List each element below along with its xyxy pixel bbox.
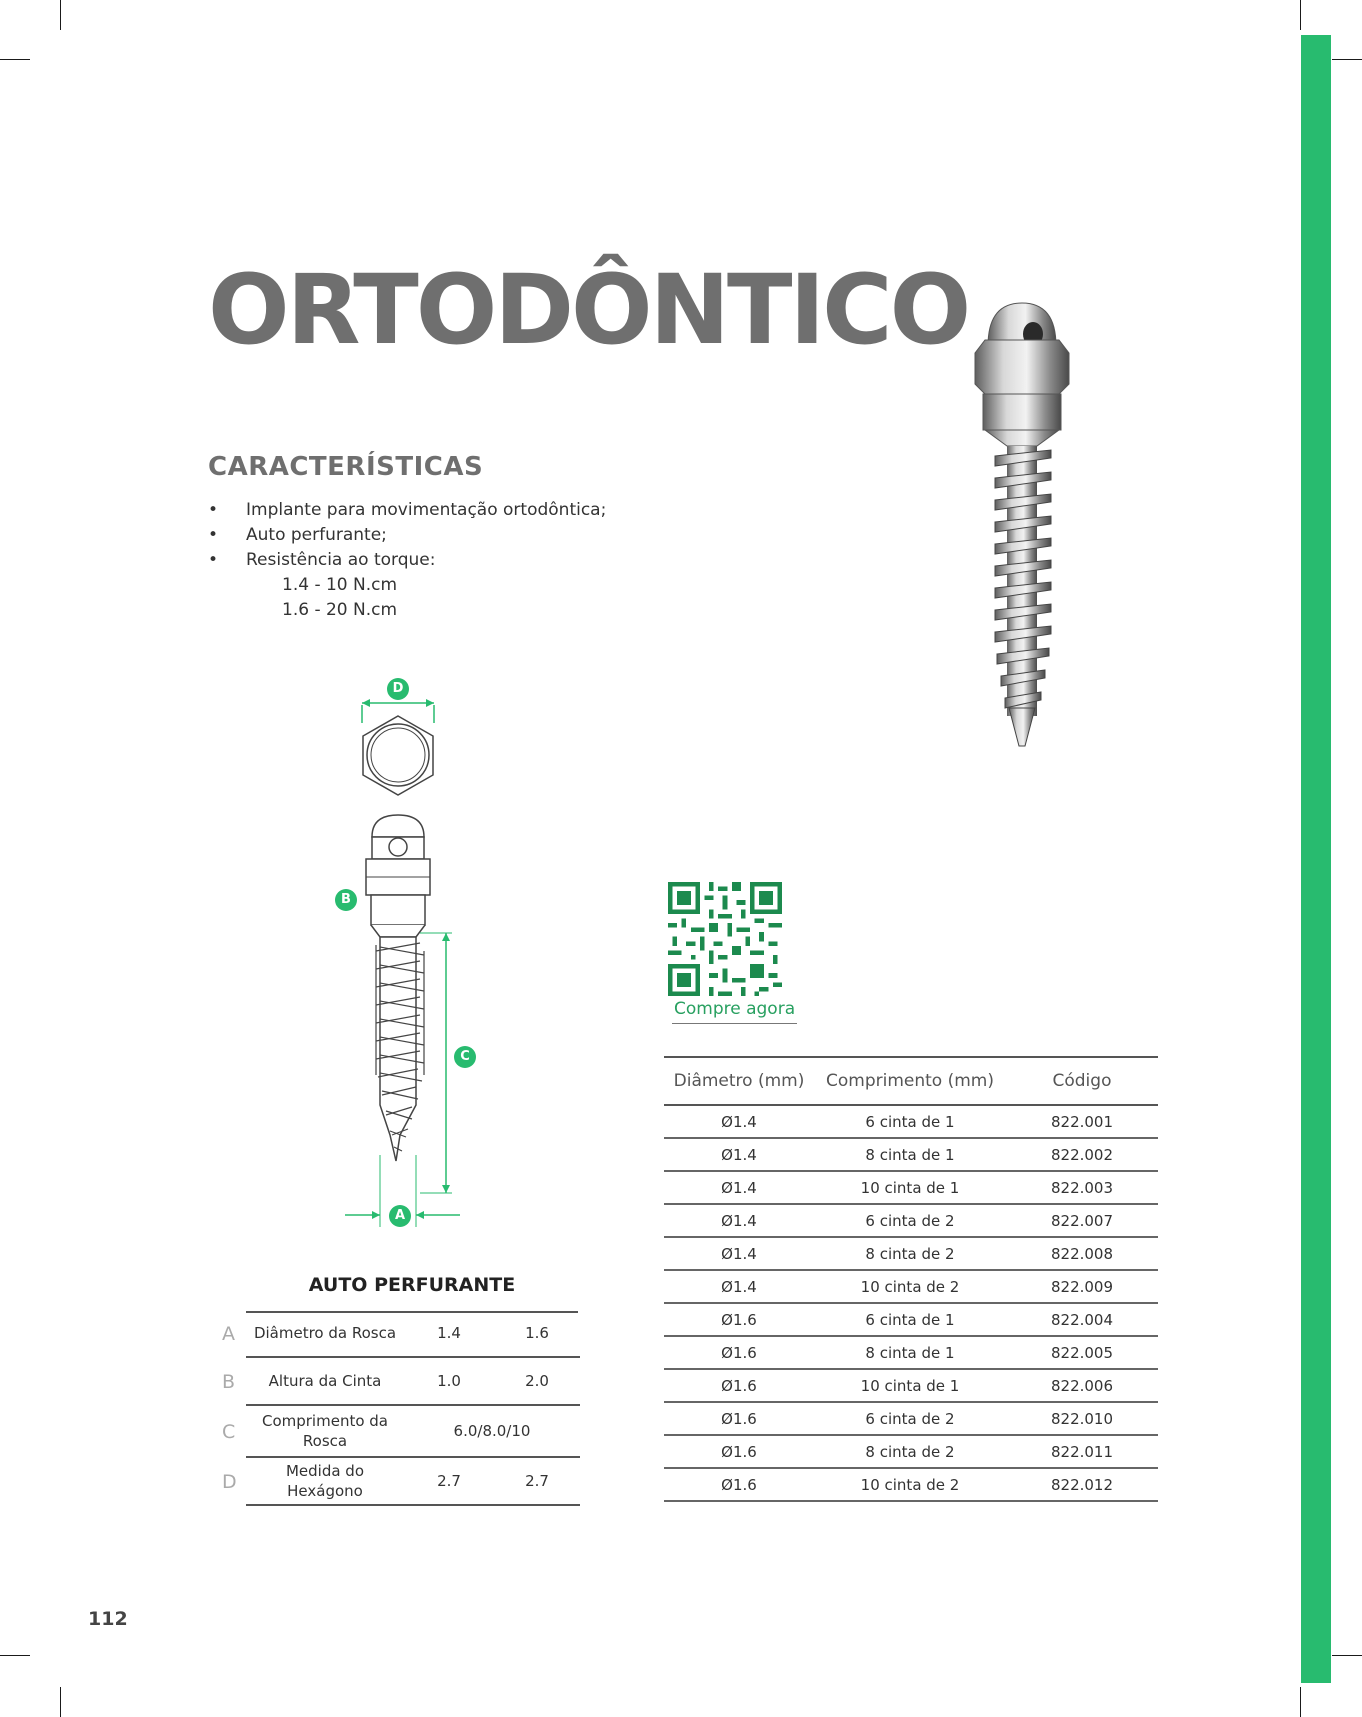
column-header-length: Comprimento (mm)	[826, 1071, 994, 1091]
spec-value: 1.0	[437, 1372, 461, 1390]
diameter-cell: Ø1.4	[721, 1244, 757, 1263]
spec-name: Diâmetro da Rosca	[253, 1324, 397, 1342]
code-cell: 822.008	[1050, 1244, 1114, 1263]
table-row	[664, 1139, 1158, 1172]
orthodontic-screw-image	[955, 298, 1105, 753]
spec-value: 2.7	[525, 1472, 549, 1490]
crop-mark	[0, 59, 30, 60]
table-row	[664, 1403, 1158, 1436]
spec-row	[210, 1458, 580, 1506]
length-cell: 6 cinta de 1	[865, 1310, 955, 1329]
feature-item: • Auto perfurante;	[208, 523, 628, 548]
page-title: ORTODÔNTICO	[208, 254, 969, 366]
torque-value: 1.4 - 10 N.cm	[282, 575, 398, 595]
crop-mark	[1332, 1655, 1362, 1656]
spec-value: 1.4	[437, 1324, 461, 1342]
code-cell: 822.004	[1050, 1310, 1114, 1329]
dimension-badge-a: A	[389, 1205, 411, 1227]
spec-value: 2.0	[525, 1372, 549, 1390]
code-cell: 822.001	[1050, 1112, 1114, 1131]
spec-name-line: Comprimento da	[261, 1412, 388, 1430]
column-header-diameter: Diâmetro (mm)	[673, 1071, 805, 1091]
spec-cells	[246, 1310, 580, 1358]
length-cell: 8 cinta de 1	[865, 1145, 955, 1164]
length-cell: 8 cinta de 1	[865, 1343, 955, 1362]
product-codes-table	[664, 1056, 1158, 1502]
spec-table-heading: AUTO PERFURANTE	[308, 1274, 516, 1296]
spec-name-line: Rosca	[302, 1432, 348, 1450]
table-row	[664, 1370, 1158, 1403]
length-cell: 6 cinta de 1	[865, 1112, 955, 1131]
dimension-badge-d: D	[387, 678, 409, 700]
code-cell: 822.011	[1050, 1442, 1114, 1461]
diameter-cell: Ø1.6	[721, 1409, 757, 1428]
crop-mark	[1300, 1687, 1301, 1717]
table-row	[664, 1304, 1158, 1337]
table-row	[664, 1205, 1158, 1238]
spec-cells	[246, 1458, 580, 1506]
buy-now-link[interactable]: Compre agora	[672, 999, 797, 1024]
code-cell: 822.010	[1050, 1409, 1114, 1428]
code-cell: 822.009	[1050, 1277, 1114, 1296]
code-cell: 822.005	[1050, 1343, 1114, 1362]
spec-letter: C	[222, 1421, 236, 1443]
features-list	[208, 498, 628, 623]
column-header-code: Código	[1052, 1071, 1112, 1091]
diameter-cell: Ø1.6	[721, 1310, 757, 1329]
length-cell: 8 cinta de 2	[865, 1244, 955, 1263]
side-accent-bar	[1301, 35, 1331, 1683]
spec-name: Medida do Hexágono	[285, 1462, 365, 1500]
table-row	[664, 1337, 1158, 1370]
table-row	[664, 1469, 1158, 1502]
spec-cells	[246, 1358, 580, 1406]
crop-mark	[60, 0, 61, 30]
dimension-badge-c: C	[454, 1046, 476, 1068]
page-number: 112	[88, 1608, 128, 1630]
diameter-cell: Ø1.4	[721, 1112, 757, 1131]
spec-letter: D	[222, 1471, 237, 1493]
table-row	[664, 1172, 1158, 1205]
screw-technical-diagram	[320, 675, 480, 1235]
length-cell: 10 cinta de 1	[860, 1178, 960, 1197]
spec-row	[210, 1358, 580, 1406]
feature-item: • Implante para movimentação ortodôntica;	[208, 498, 628, 523]
spec-row	[210, 1310, 580, 1358]
diameter-cell: Ø1.6	[721, 1376, 757, 1395]
diameter-cell: Ø1.4	[721, 1277, 757, 1296]
table-header-row	[664, 1058, 1158, 1106]
length-cell: 6 cinta de 2	[865, 1409, 955, 1428]
spec-table	[210, 1310, 580, 1506]
length-cell: 10 cinta de 2	[860, 1277, 960, 1296]
spec-row	[210, 1406, 580, 1458]
spec-name: Altura da Cinta	[268, 1372, 382, 1390]
table-row	[664, 1271, 1158, 1304]
table-row	[664, 1106, 1158, 1139]
diameter-cell: Ø1.6	[721, 1475, 757, 1494]
crop-mark	[1300, 0, 1301, 30]
spec-letter: B	[222, 1371, 236, 1393]
table-row	[664, 1238, 1158, 1271]
feature-item: • Resistência ao torque:	[208, 548, 628, 573]
length-cell: 10 cinta de 2	[860, 1475, 960, 1494]
screw-drawing	[320, 675, 480, 1235]
code-cell: 822.003	[1050, 1178, 1114, 1197]
features-heading: CARACTERÍSTICAS	[208, 452, 484, 482]
crop-mark	[1332, 59, 1362, 60]
length-cell: 6 cinta de 2	[865, 1211, 955, 1230]
code-cell: 822.007	[1050, 1211, 1114, 1230]
spec-letter: A	[222, 1323, 235, 1345]
qr-code[interactable]	[668, 882, 782, 996]
diameter-cell: Ø1.4	[721, 1178, 757, 1197]
torque-value: 1.6 - 20 N.cm	[282, 600, 398, 620]
spec-name	[246, 1411, 404, 1451]
diameter-cell: Ø1.4	[721, 1211, 757, 1230]
spec-value: 6.0/8.0/10	[453, 1422, 531, 1440]
length-cell: 10 cinta de 1	[860, 1376, 960, 1395]
table-row	[664, 1436, 1158, 1469]
length-cell: 8 cinta de 2	[865, 1442, 955, 1461]
crop-mark	[0, 1655, 30, 1656]
spec-cells	[246, 1406, 580, 1458]
spec-value: 1.6	[525, 1324, 549, 1342]
spec-value: 2.7	[437, 1472, 461, 1490]
crop-mark	[60, 1687, 61, 1717]
diameter-cell: Ø1.4	[721, 1145, 757, 1164]
diameter-cell: Ø1.6	[721, 1343, 757, 1362]
code-cell: 822.012	[1050, 1475, 1114, 1494]
code-cell: 822.006	[1050, 1376, 1114, 1395]
dimension-badge-b: B	[335, 889, 357, 911]
code-cell: 822.002	[1050, 1145, 1114, 1164]
diameter-cell: Ø1.6	[721, 1442, 757, 1461]
